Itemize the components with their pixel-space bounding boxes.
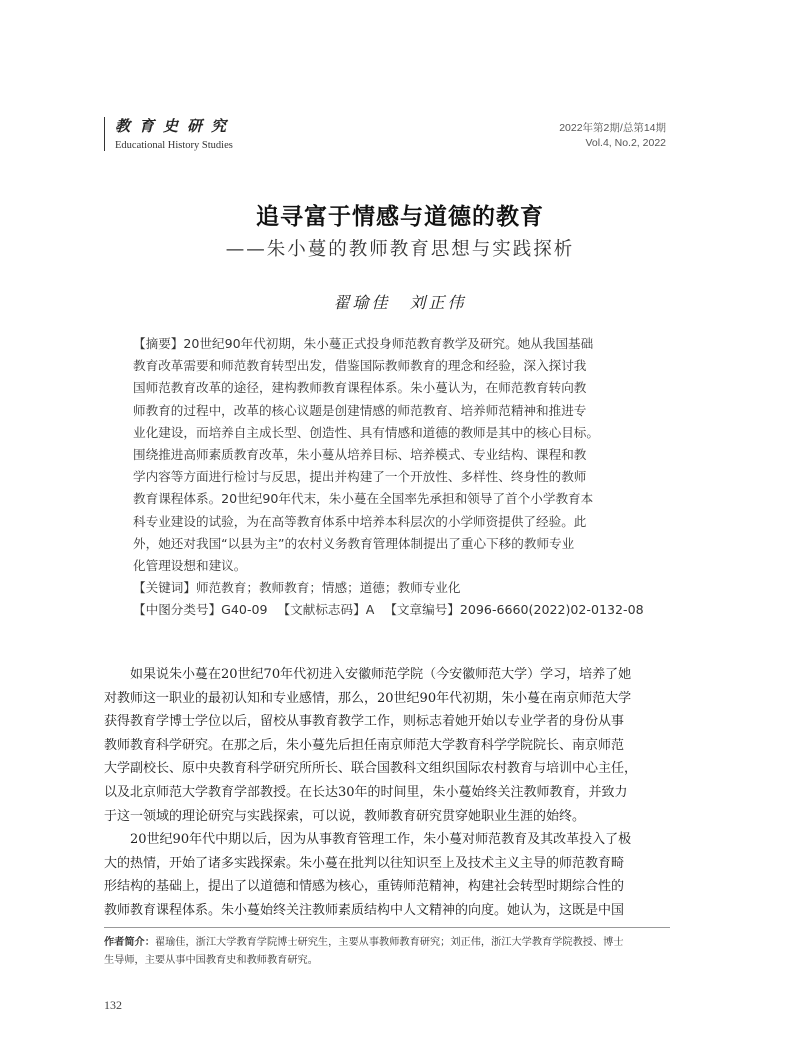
issue-en: Vol.4, No.2, 2022 [585,137,666,149]
journal-masthead [104,117,235,151]
body-line: 教师教育科学研究。在那之后，朱小蔓先后担任南京师范大学教育科学学院院长、南京师范 [104,737,625,753]
journal-title-cn: 教育史研究 [115,117,236,135]
issue-cn: 2022年第2期/总第14期 [559,122,666,134]
abstract-line: 【摘要】20世纪90年代初期，朱小蔓正式投身师范教育教学及研究。她从我国基础 [133,336,594,351]
abstract-line: 国师范教育改革的途径，建构教师教育课程体系。朱小蔓认为，在师范教育转向教 [133,380,587,396]
body-line: 教师教育课程体系。朱小蔓始终关注教师素质结构中人文精神的向度。她认为，这既是中国 [104,902,625,918]
keywords-line: 【关键词】师范教育；教师教育；情感；道德；教师专业化 [133,580,461,596]
abstract-line: 学内容等方面进行检讨与反思，提出并构建了一个开放性、多样性、终身性的教师 [133,469,587,485]
classification-line [133,599,661,621]
article-subtitle: ——朱小蔓的教师教育思想与实践探析 [225,239,575,260]
article-number: 【文章编号】2096-6660(2022)02-0132-08 [384,602,644,618]
body-line: 以及北京师范大学教育学部教授。在长达30年的时间里，朱小蔓始终关注教师教育，并致力 [104,784,628,800]
journal-title-en: Educational History Studies [115,140,233,151]
abstract-line: 科专业建设的试验，为在高等教育体系中培养本科层次的小学师资提供了经验。此 [133,513,587,529]
document-code: 【文献标志码】A [277,602,375,618]
abstract-block [133,333,661,622]
abstract-line: 师教育的过程中，改革的核心议题是创建情感的师范教育、培养师范精神和推进专 [133,402,587,418]
issue-info [559,121,666,151]
page-number: 132 [104,998,122,1012]
abstract-line: 业化建设，而培养自主成长型、创造性、具有情感和道德的教师是其中的核心目标。 [133,424,599,440]
footnote-text: 翟瑜佳，浙江大学教育学院博士研究生，主要从事教师教育研究；刘正伟，浙江大学教育学院教授、博士 [154,937,624,948]
footnote-divider [104,927,670,928]
abstract-line: 化管理设想和建议。 [133,558,247,574]
body-line: 于这一领域的理论研究与实践探索，可以说，教师教育研究贯穿她职业生涯的始终。 [104,808,586,824]
article-title: 追寻富于情感与道德的教育 [256,204,544,230]
abstract-line: 外，她还对我国“以县为主”的农村义务教育管理体制提出了重心下移的教师专业 [133,535,575,551]
abstract-line: 教育改革需要和师范教育转型出发，借鉴国际教师教育的理念和经验，深入探讨我 [133,358,587,374]
body-text [104,663,670,923]
body-line: 如果说朱小蔓在20世纪70年代初进入安徽师范学院（今安徽师范大学）学习，培养了她 [104,667,632,682]
footnote-line [104,934,670,952]
clc-code: 【中图分类号】G40-09 [133,602,268,618]
body-line: 形结构的基础上，提出了以道德和情感为核心，重铸师范精神，构建社会转型时期综合性的 [104,879,625,895]
article-authors: 翟瑜佳 刘正伟 [333,293,467,312]
body-line: 大的热情，开始了诸多实践探索。朱小蔓在批判以往知识至上及技术主义主导的师范教育畸 [104,855,625,871]
footnote-label: 作者简介： [104,937,155,948]
body-line: 20世纪90年代中期以后，因为从事教育管理工作，朱小蔓对师范教育及其改革投入了极 [104,832,632,848]
body-line: 大学副校长、原中央教育科学研究所所长、联合国教科文组织国际农村教育与培训中心主任， [104,761,638,777]
abstract-line: 围绕推进高师素质教育改革，朱小蔓从培养目标、培养模式、专业结构、课程和教 [133,447,587,463]
body-line: 对教师这一职业的最初认知和专业感情，那么，20世纪90年代初期，朱小蔓在南京师范大学 [104,690,632,706]
body-line: 获得教育学博士学位以后，留校从事教育教学工作，则标志着她开始以专业学者的身份从事 [104,714,625,730]
footnote-line: 生导师，主要从事中国教育史和教师教育研究。 [104,955,318,966]
abstract-line: 教育课程体系。20世纪90年代末，朱小蔓在全国率先承担和领导了首个小学教育本 [133,491,594,507]
author-footnote [104,934,670,970]
